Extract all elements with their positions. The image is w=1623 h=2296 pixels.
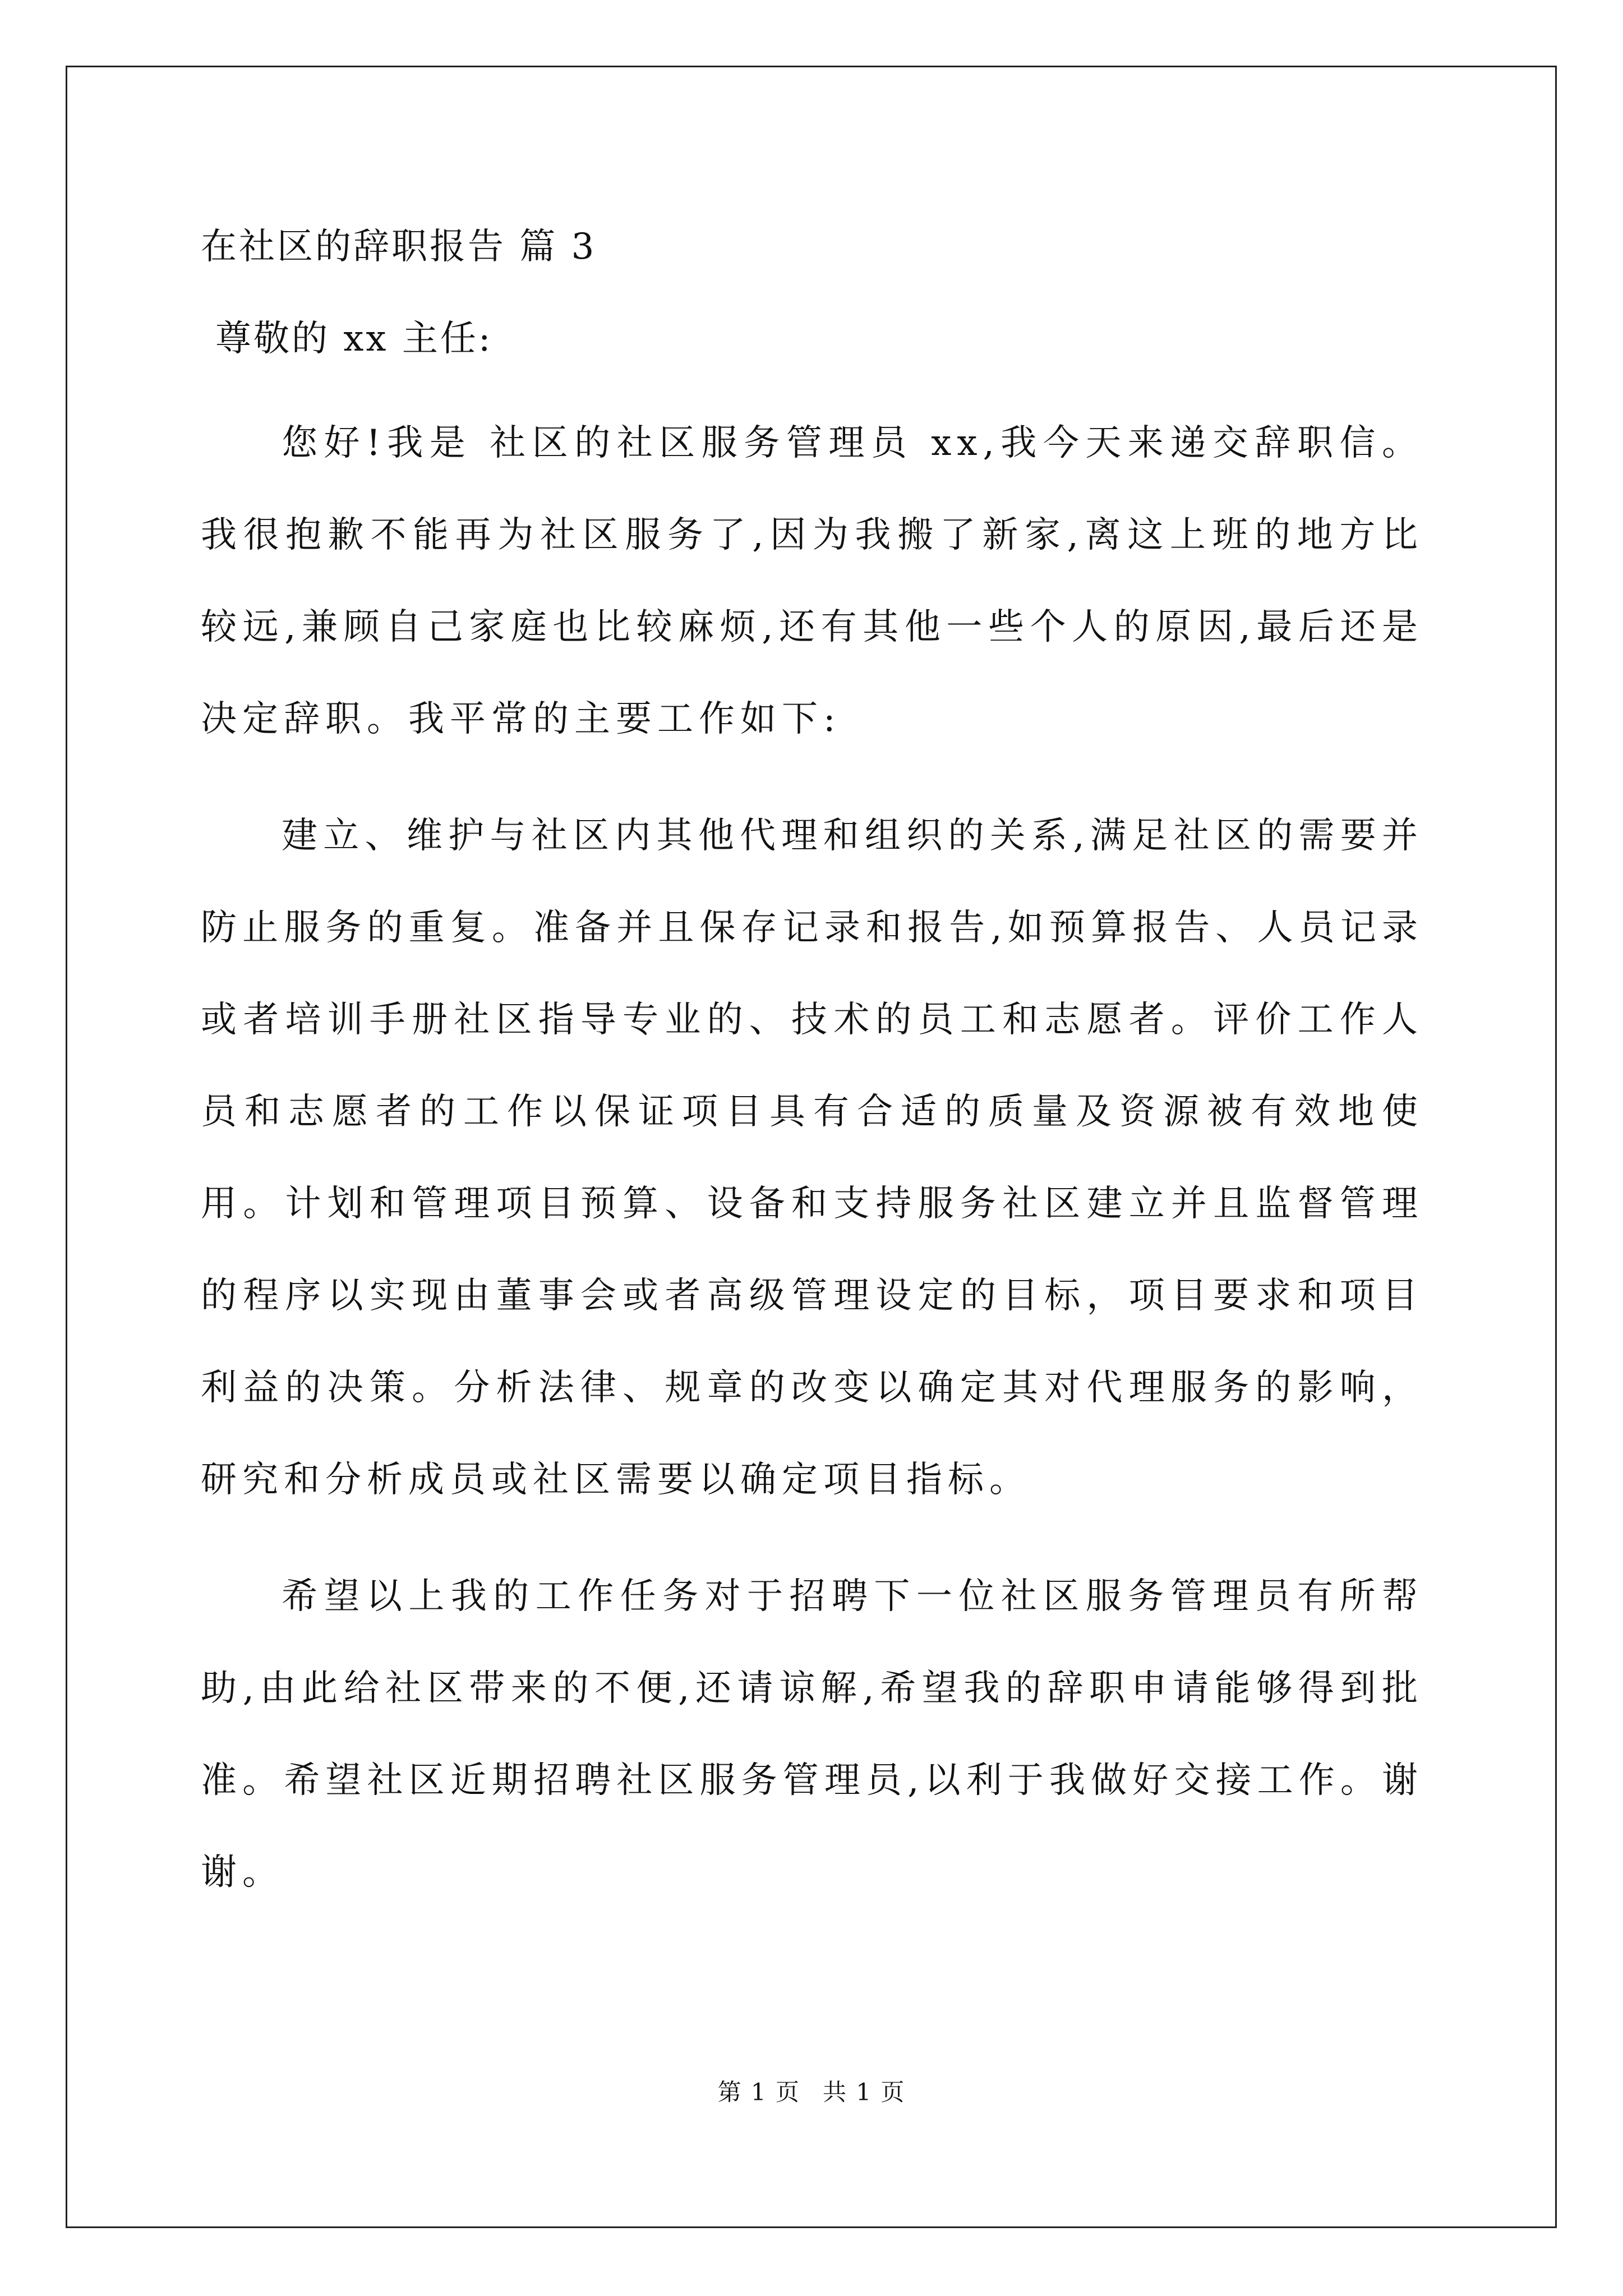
salutation: 尊敬的 xx 主任: [215,318,493,360]
page-footer [0,2076,1623,2109]
document-body [201,213,1423,1918]
page-number: 第 1 页 [717,2078,800,2106]
page-count: 共 1 页 [823,2078,906,2106]
paragraph-duties: 建立、维护与社区内其他代理和组织的关系,满足社区的需要并防止服务的重复。准备并且保存记录和报告,如预算报告、人员记录或者培训手册社区指导专业的、技术的员工和志愿者。评价工作人员和志愿者的工作以保证项目具有合适的质量及资源被有效地使用。计划和管理项目预算、设备和支持服务社区建立并且监督管理的程序以实现由董事会或者高级管理设定的目标，项目要求和项目利益的决策。分析法律、规章的改变以确定其对代理服务的影响，研究和分析成员或社区需要以确定项目指标。 [201,815,1423,1501]
paragraph-intro: 您好!我是 社区的社区服务管理员 xx,我今天来递交辞职信。我很抱歉不能再为社区服务了,因为我搬了新家,离这上班的地方比较远,兼顾自己家庭也比较麻烦,还有其他一些个人的原因,最后还是决定辞职。我平常的主要工作如下: [201,422,1423,740]
document-title: 在社区的辞职报告 篇 3 [201,226,597,268]
paragraph-closing: 希望以上我的工作任务对于招聘下一位社区服务管理员有所帮助,由此给社区带来的不便,还请谅解,希望我的辞职申请能够得到批准。希望社区近期招聘社区服务管理员,以利于我做好交接工作。谢谢。 [201,1576,1423,1893]
